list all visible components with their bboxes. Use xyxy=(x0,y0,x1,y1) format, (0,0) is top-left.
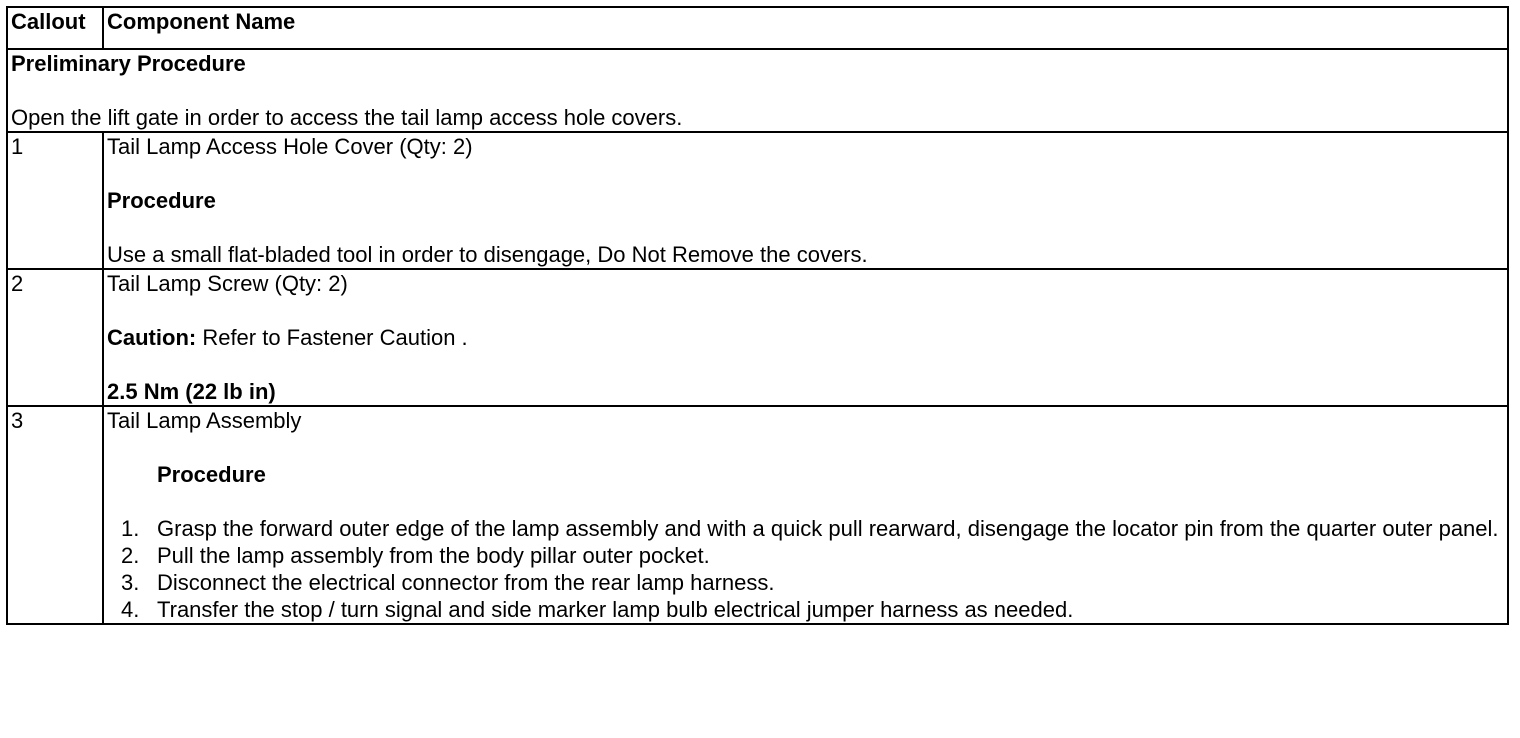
step-number: 2. xyxy=(121,543,140,568)
step-number: 1. xyxy=(121,516,140,541)
procedure-label: Procedure xyxy=(157,462,266,487)
step-number: 4. xyxy=(121,597,140,622)
list-item xyxy=(107,569,1507,596)
caution-line xyxy=(107,324,1507,351)
preliminary-row xyxy=(7,49,1508,132)
component-cell xyxy=(103,269,1508,406)
header-row xyxy=(7,7,1508,49)
step-number: 3. xyxy=(121,570,140,595)
table-row xyxy=(7,406,1508,624)
component-name: Tail Lamp Access Hole Cover (Qty: 2) xyxy=(107,134,473,159)
callout-header: Callout xyxy=(7,7,103,49)
procedure-label: Procedure xyxy=(107,188,216,213)
torque-spec: 2.5 Nm (22 lb in) xyxy=(107,379,276,404)
list-item xyxy=(107,596,1507,623)
step-text: Grasp the forward outer edge of the lamp assembly and with a quick pull rearward, disengage the locator pin from the quarter outer panel. xyxy=(157,516,1499,541)
procedure-steps xyxy=(107,515,1507,623)
caution-label: Caution: xyxy=(107,325,197,350)
step-text: Transfer the stop / turn signal and side marker lamp bulb electrical jumper harness as needed. xyxy=(157,597,1074,622)
preliminary-cell xyxy=(7,49,1508,132)
procedure-text: Use a small flat-bladed tool in order to disengage, Do Not Remove the covers. xyxy=(107,242,868,267)
list-item xyxy=(107,515,1507,542)
component-name-header: Component Name xyxy=(103,7,1508,49)
component-name: Tail Lamp Assembly xyxy=(107,408,302,433)
table-row xyxy=(7,132,1508,269)
callout-number: 3 xyxy=(7,406,103,624)
preliminary-title: Preliminary Procedure xyxy=(11,51,246,76)
step-text: Disconnect the electrical connector from the rear lamp harness. xyxy=(157,570,775,595)
table-row xyxy=(7,269,1508,406)
callout-number: 2 xyxy=(7,269,103,406)
step-text: Pull the lamp assembly from the body pillar outer pocket. xyxy=(157,543,710,568)
callout-number: 1 xyxy=(7,132,103,269)
caution-text: Refer to Fastener Caution . xyxy=(196,325,468,350)
list-item xyxy=(107,542,1507,569)
component-cell xyxy=(103,406,1508,624)
procedure-table xyxy=(6,6,1509,625)
component-name: Tail Lamp Screw (Qty: 2) xyxy=(107,271,348,296)
preliminary-text: Open the lift gate in order to access the tail lamp access hole covers. xyxy=(11,105,683,130)
component-cell xyxy=(103,132,1508,269)
